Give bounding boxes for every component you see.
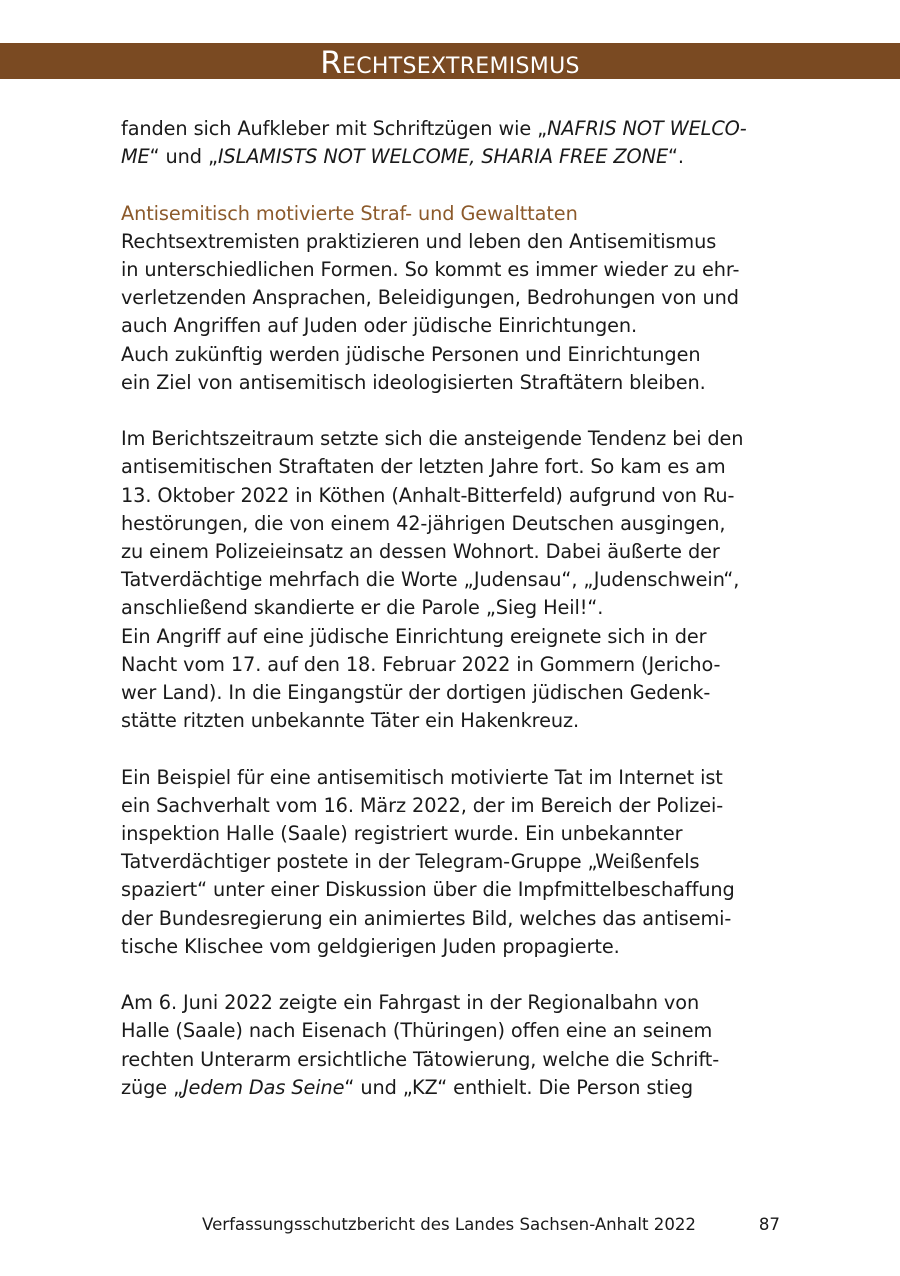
text-line: zu einem Polizeieinsatz an dessen Wohnort. Dabei äußerte der (121, 540, 720, 564)
text-line: Tatverdächtige mehrfach die Worte „Judensau“, „Judenschwein“, (121, 568, 740, 592)
text-line: ein Ziel von antisemitisch ideologisierten Straftätern bleiben. (121, 370, 706, 394)
text-line: hestörungen, die von einem 42-jährigen Deutschen ausgingen, (121, 511, 726, 535)
text-line: der Bundesregierung ein animiertes Bild, welches das antisemi- (121, 906, 732, 930)
subheading: Antisemitisch motivierte Straf- und Gewalttaten (121, 201, 578, 225)
text-line: ein Sachverhalt vom 16. März 2022, der im Bereich der Polizei- (121, 793, 724, 817)
text-line: Am 6. Juni 2022 zeigte ein Fahrgast in der Regionalbahn von (121, 991, 700, 1015)
text-line: spaziert“ unter einer Diskussion über die Impfmittelbeschaffung (121, 878, 735, 902)
text-line: fanden sich Aufkleber mit Schriftzügen wie „NAFRIS NOT WELCO- (121, 117, 747, 140)
text-line: in unterschiedlichen Formen. So kommt es immer wieder zu ehr- (121, 258, 740, 281)
text-line: tische Klischee vom geldgierigen Juden propagierte. (121, 934, 620, 958)
text-line: Ein Beispiel für eine antisemitisch motivierte Tat im Internet ist (121, 765, 723, 789)
text-line: Halle (Saale) nach Eisenach (Thüringen) offen eine an seinem (121, 1019, 713, 1043)
paragraph-spacer (121, 397, 781, 425)
paragraph-spacer (121, 735, 781, 763)
text-line: Tatverdächtiger postete in der Telegram-Gruppe „Weißenfels (121, 850, 700, 874)
section-title: Rechtsextremismus (320, 45, 580, 81)
text-line: verletzenden Ansprachen, Beleidigungen, Bedrohungen von und (121, 286, 739, 310)
paragraph-internet-example (121, 764, 781, 961)
paragraph-train-incident (121, 989, 781, 1102)
page-number: 87 (758, 1215, 780, 1234)
paragraph-incidents (121, 425, 781, 735)
text-line: antisemitischen Straftaten der letzten Jahre fort. So kam es am (121, 455, 726, 479)
text-line: 13. Oktober 2022 in Köthen (Anhalt-Bitterfeld) aufgrund von Ru- (121, 483, 735, 507)
page-content (121, 115, 781, 1102)
paragraph-spacer (121, 171, 781, 199)
text-line: züge „Jedem Das Seine“ und „KZ“ enthielt. Die Person stieg (121, 1075, 694, 1099)
text-line: anschließend skandierte er die Parole „Sieg Heil!“. (121, 596, 604, 620)
text-line: rechten Unterarm ersichtliche Tätowierung, welche die Schrift- (121, 1047, 720, 1071)
text-line: stätte ritzten unbekannte Täter ein Hakenkreuz. (121, 709, 580, 733)
text-line: Rechtsextremisten praktizieren und leben den Antisemitismus (121, 229, 717, 253)
text-line: Ein Angriff auf eine jüdische Einrichtung ereignete sich in der (121, 624, 707, 648)
text-line: auch Angriffen auf Juden oder jüdische Einrichtungen. (121, 314, 638, 338)
paragraph-antisemitism-intro (121, 228, 781, 397)
text-line: Nacht vom 17. auf den 18. Februar 2022 in Gommern (Jericho- (121, 652, 721, 676)
text-line: wer Land). In die Eingangstür der dortigen jüdischen Gedenk- (121, 681, 711, 705)
text-line: Im Berichtszeitraum setzte sich die ansteigende Tendenz bei den (121, 427, 744, 451)
header-band (0, 43, 900, 79)
footer-title: Verfassungsschutzbericht des Landes Sachsen-Anhalt 2022 (202, 1215, 696, 1234)
paragraph-spacer (121, 961, 781, 989)
paragraph-stickers (121, 115, 781, 171)
text-line: inspektion Halle (Saale) registriert wurde. Ein unbekannter (121, 822, 683, 846)
text-line: Auch zukünftig werden jüdische Personen und Einrichtungen (121, 342, 701, 366)
text-line: ME“ und „ISLAMISTS NOT WELCOME, SHARIA FREE ZONE“. (121, 145, 684, 169)
